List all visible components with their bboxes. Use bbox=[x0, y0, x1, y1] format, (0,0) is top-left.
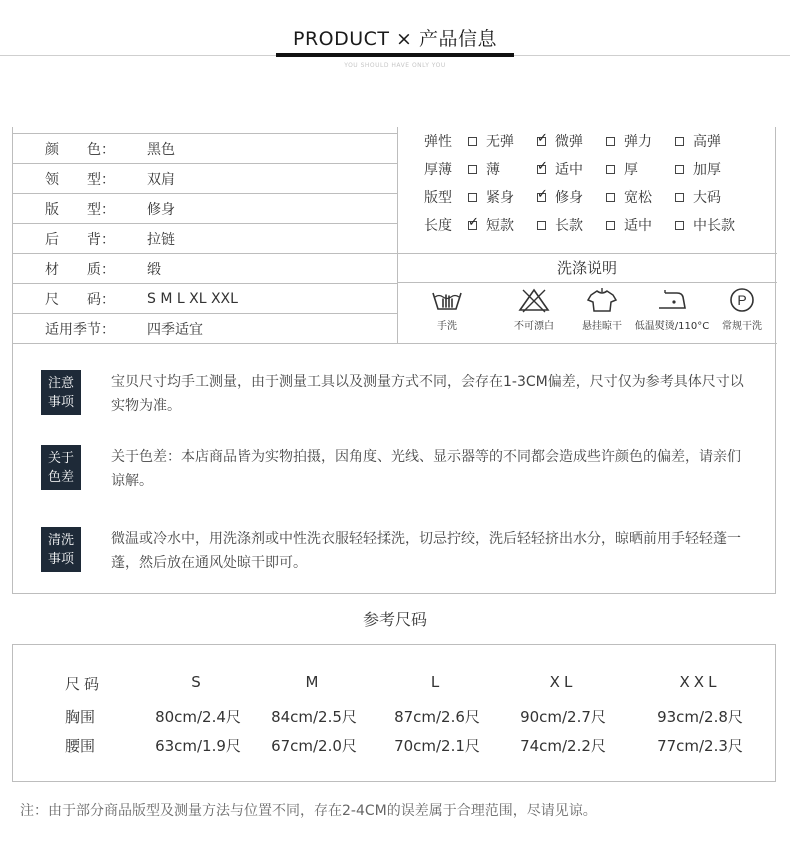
property-row bbox=[424, 183, 776, 211]
size-cell: 84cm/2.5尺 bbox=[271, 708, 357, 726]
attribute-key: 适用季节： bbox=[45, 321, 115, 338]
attribute-value: 黑色 bbox=[147, 141, 175, 158]
badge-line: 清洗 bbox=[47, 533, 74, 548]
attribute-key: 尺 码： bbox=[45, 291, 115, 308]
checkbox-icon bbox=[606, 137, 615, 146]
attributes-table bbox=[13, 133, 397, 344]
option-label: 短款 bbox=[486, 218, 514, 234]
attribute-row bbox=[13, 284, 397, 314]
note-badge bbox=[41, 370, 81, 415]
attribute-value: 双肩 bbox=[147, 171, 175, 188]
size-cell: XL bbox=[549, 673, 577, 691]
wash-label: 低温熨烫/110°C bbox=[634, 321, 710, 332]
size-cell: 70cm/2.1尺 bbox=[394, 737, 480, 755]
attribute-key: 领 型： bbox=[45, 171, 115, 188]
property-label: 弹性 bbox=[424, 134, 452, 150]
property-option bbox=[675, 159, 744, 179]
option-label: 紧身 bbox=[486, 190, 514, 206]
checkbox-icon bbox=[675, 193, 684, 202]
checkbox-icon bbox=[606, 221, 615, 230]
wash-label: 不可漂白 bbox=[514, 321, 554, 332]
option-label: 大码 bbox=[693, 190, 721, 206]
option-label: 适中 bbox=[555, 162, 583, 178]
dry-clean-icon bbox=[725, 287, 759, 313]
footnote: 注：由于部分商品版型及测量方法与位置不同，存在2-4CM的误差属于合理范围，尽请见谅。 bbox=[20, 803, 597, 819]
size-row-label: 尺码 bbox=[65, 675, 104, 693]
property-row bbox=[424, 127, 776, 155]
attribute-value: 修身 bbox=[147, 201, 175, 218]
option-label: 中长款 bbox=[693, 218, 735, 234]
property-option bbox=[606, 187, 675, 207]
property-option bbox=[675, 131, 744, 151]
attribute-key: 后 背： bbox=[45, 231, 115, 248]
size-row-label: 腰围 bbox=[65, 737, 96, 755]
wash-item bbox=[402, 287, 492, 332]
property-row bbox=[424, 211, 776, 239]
badge-line: 事项 bbox=[47, 395, 74, 410]
size-header-row bbox=[13, 673, 777, 697]
checkbox-icon bbox=[675, 165, 684, 174]
badge-line: 事项 bbox=[47, 552, 74, 567]
property-option bbox=[468, 131, 537, 151]
size-cell: S bbox=[191, 673, 205, 691]
checkbox-icon bbox=[675, 221, 684, 230]
option-label: 微弹 bbox=[555, 134, 583, 150]
attribute-row bbox=[13, 254, 397, 284]
product-info-block bbox=[12, 127, 776, 594]
attribute-row bbox=[13, 164, 397, 194]
wash-label: 悬挂晾干 bbox=[582, 321, 622, 332]
attribute-value: S M L XL XXL bbox=[147, 290, 238, 307]
option-label: 厚 bbox=[624, 162, 638, 178]
property-option bbox=[468, 159, 537, 179]
badge-line: 注意 bbox=[47, 376, 74, 391]
checkbox-icon bbox=[606, 193, 615, 202]
property-option bbox=[675, 187, 744, 207]
option-label: 长款 bbox=[555, 218, 583, 234]
property-option bbox=[468, 215, 537, 235]
property-option bbox=[606, 131, 675, 151]
property-option bbox=[537, 159, 606, 179]
size-cell: 87cm/2.6尺 bbox=[394, 708, 480, 726]
attribute-row bbox=[13, 224, 397, 254]
checked-box-icon bbox=[468, 221, 477, 230]
checkbox-icon bbox=[606, 165, 615, 174]
page-title: PRODUCT × 产品信息 bbox=[292, 28, 498, 50]
property-option bbox=[675, 215, 744, 235]
page-subtitle: YOU SHOULD HAVE ONLY YOU bbox=[344, 62, 446, 69]
no-bleach-icon bbox=[517, 287, 551, 313]
option-label: 修身 bbox=[555, 190, 583, 206]
size-row bbox=[13, 706, 777, 730]
page-header bbox=[0, 0, 790, 70]
checked-box-icon bbox=[537, 193, 546, 202]
wash-item bbox=[697, 287, 787, 332]
size-cell: XXL bbox=[679, 673, 721, 691]
property-label: 长度 bbox=[424, 218, 452, 234]
property-row bbox=[424, 155, 776, 183]
iron-low-icon bbox=[655, 287, 689, 313]
checkbox-icon bbox=[537, 221, 546, 230]
size-cell: M bbox=[305, 673, 323, 691]
checkbox-icon bbox=[468, 137, 477, 146]
property-option bbox=[537, 215, 606, 235]
option-label: 高弹 bbox=[693, 134, 721, 150]
attribute-key: 材 质： bbox=[45, 261, 115, 278]
attribute-key: 颜 色： bbox=[45, 141, 115, 158]
property-option bbox=[537, 187, 606, 207]
section-divider bbox=[13, 343, 777, 344]
wash-label: 手洗 bbox=[437, 321, 457, 332]
wash-title: 洗涤说明 bbox=[397, 253, 777, 283]
size-chart bbox=[12, 644, 776, 782]
option-label: 加厚 bbox=[693, 162, 721, 178]
attribute-row bbox=[13, 134, 397, 164]
property-option bbox=[468, 187, 537, 207]
properties-panel bbox=[424, 127, 776, 239]
property-option bbox=[537, 131, 606, 151]
badge-line: 色差 bbox=[47, 470, 74, 485]
size-cell: 63cm/1.9尺 bbox=[155, 737, 241, 755]
note-badge bbox=[41, 445, 81, 490]
note-text: 宝贝尺寸均手工测量，由于测量工具以及测量方式不同，会存在1-3CM偏差，尺寸仅为参考具体尺寸以实物为准。 bbox=[111, 374, 744, 414]
property-label: 厚薄 bbox=[424, 162, 452, 178]
checkbox-icon bbox=[468, 193, 477, 202]
checked-box-icon bbox=[537, 165, 546, 174]
note-text: 关于色差：本店商品皆为实物拍摄，因角度、光线、显示器等的不同都会造成些许颜色的偏差，请亲们谅解。 bbox=[111, 449, 741, 489]
title-underline bbox=[276, 53, 514, 57]
wash-icons bbox=[397, 283, 777, 343]
size-cell: 67cm/2.0尺 bbox=[271, 737, 357, 755]
wash-label: 常规干洗 bbox=[722, 321, 762, 332]
size-row-label: 胸围 bbox=[65, 708, 96, 726]
size-cell: L bbox=[430, 673, 444, 691]
option-label: 弹力 bbox=[624, 134, 652, 150]
badge-line: 关于 bbox=[47, 451, 74, 466]
size-chart-title: 参考尺码 bbox=[362, 610, 427, 629]
option-label: 宽松 bbox=[624, 190, 652, 206]
checkbox-icon bbox=[468, 165, 477, 174]
size-cell: 93cm/2.8尺 bbox=[657, 708, 743, 726]
hand-wash-icon bbox=[430, 287, 464, 313]
checked-box-icon bbox=[537, 137, 546, 146]
option-label: 适中 bbox=[624, 218, 652, 234]
size-cell: 80cm/2.4尺 bbox=[155, 708, 241, 726]
attribute-row bbox=[13, 194, 397, 224]
note-text: 微温或冷水中，用洗涤剂或中性洗衣服轻轻揉洗，切忌拧绞，洗后轻轻挤出水分，晾晒前用手轻轻蓬一蓬，然后放在通风处晾干即可。 bbox=[111, 531, 741, 571]
property-label: 版型 bbox=[424, 190, 452, 206]
size-cell: 77cm/2.3尺 bbox=[657, 737, 743, 755]
attribute-value: 缎 bbox=[147, 261, 161, 278]
attribute-row bbox=[13, 314, 397, 344]
property-option bbox=[606, 215, 675, 235]
attribute-value: 四季适宜 bbox=[147, 321, 203, 338]
size-cell: 74cm/2.2尺 bbox=[520, 737, 606, 755]
option-label: 无弹 bbox=[486, 134, 514, 150]
svg-text:P: P bbox=[737, 292, 747, 308]
attribute-value: 拉链 bbox=[147, 231, 175, 248]
property-option bbox=[606, 159, 675, 179]
note-badge bbox=[41, 527, 81, 572]
size-cell: 90cm/2.7尺 bbox=[520, 708, 606, 726]
size-row bbox=[13, 735, 777, 759]
hang-dry-icon bbox=[585, 287, 619, 313]
option-label: 薄 bbox=[486, 162, 500, 178]
attribute-key: 版 型： bbox=[45, 201, 115, 218]
checkbox-icon bbox=[675, 137, 684, 146]
